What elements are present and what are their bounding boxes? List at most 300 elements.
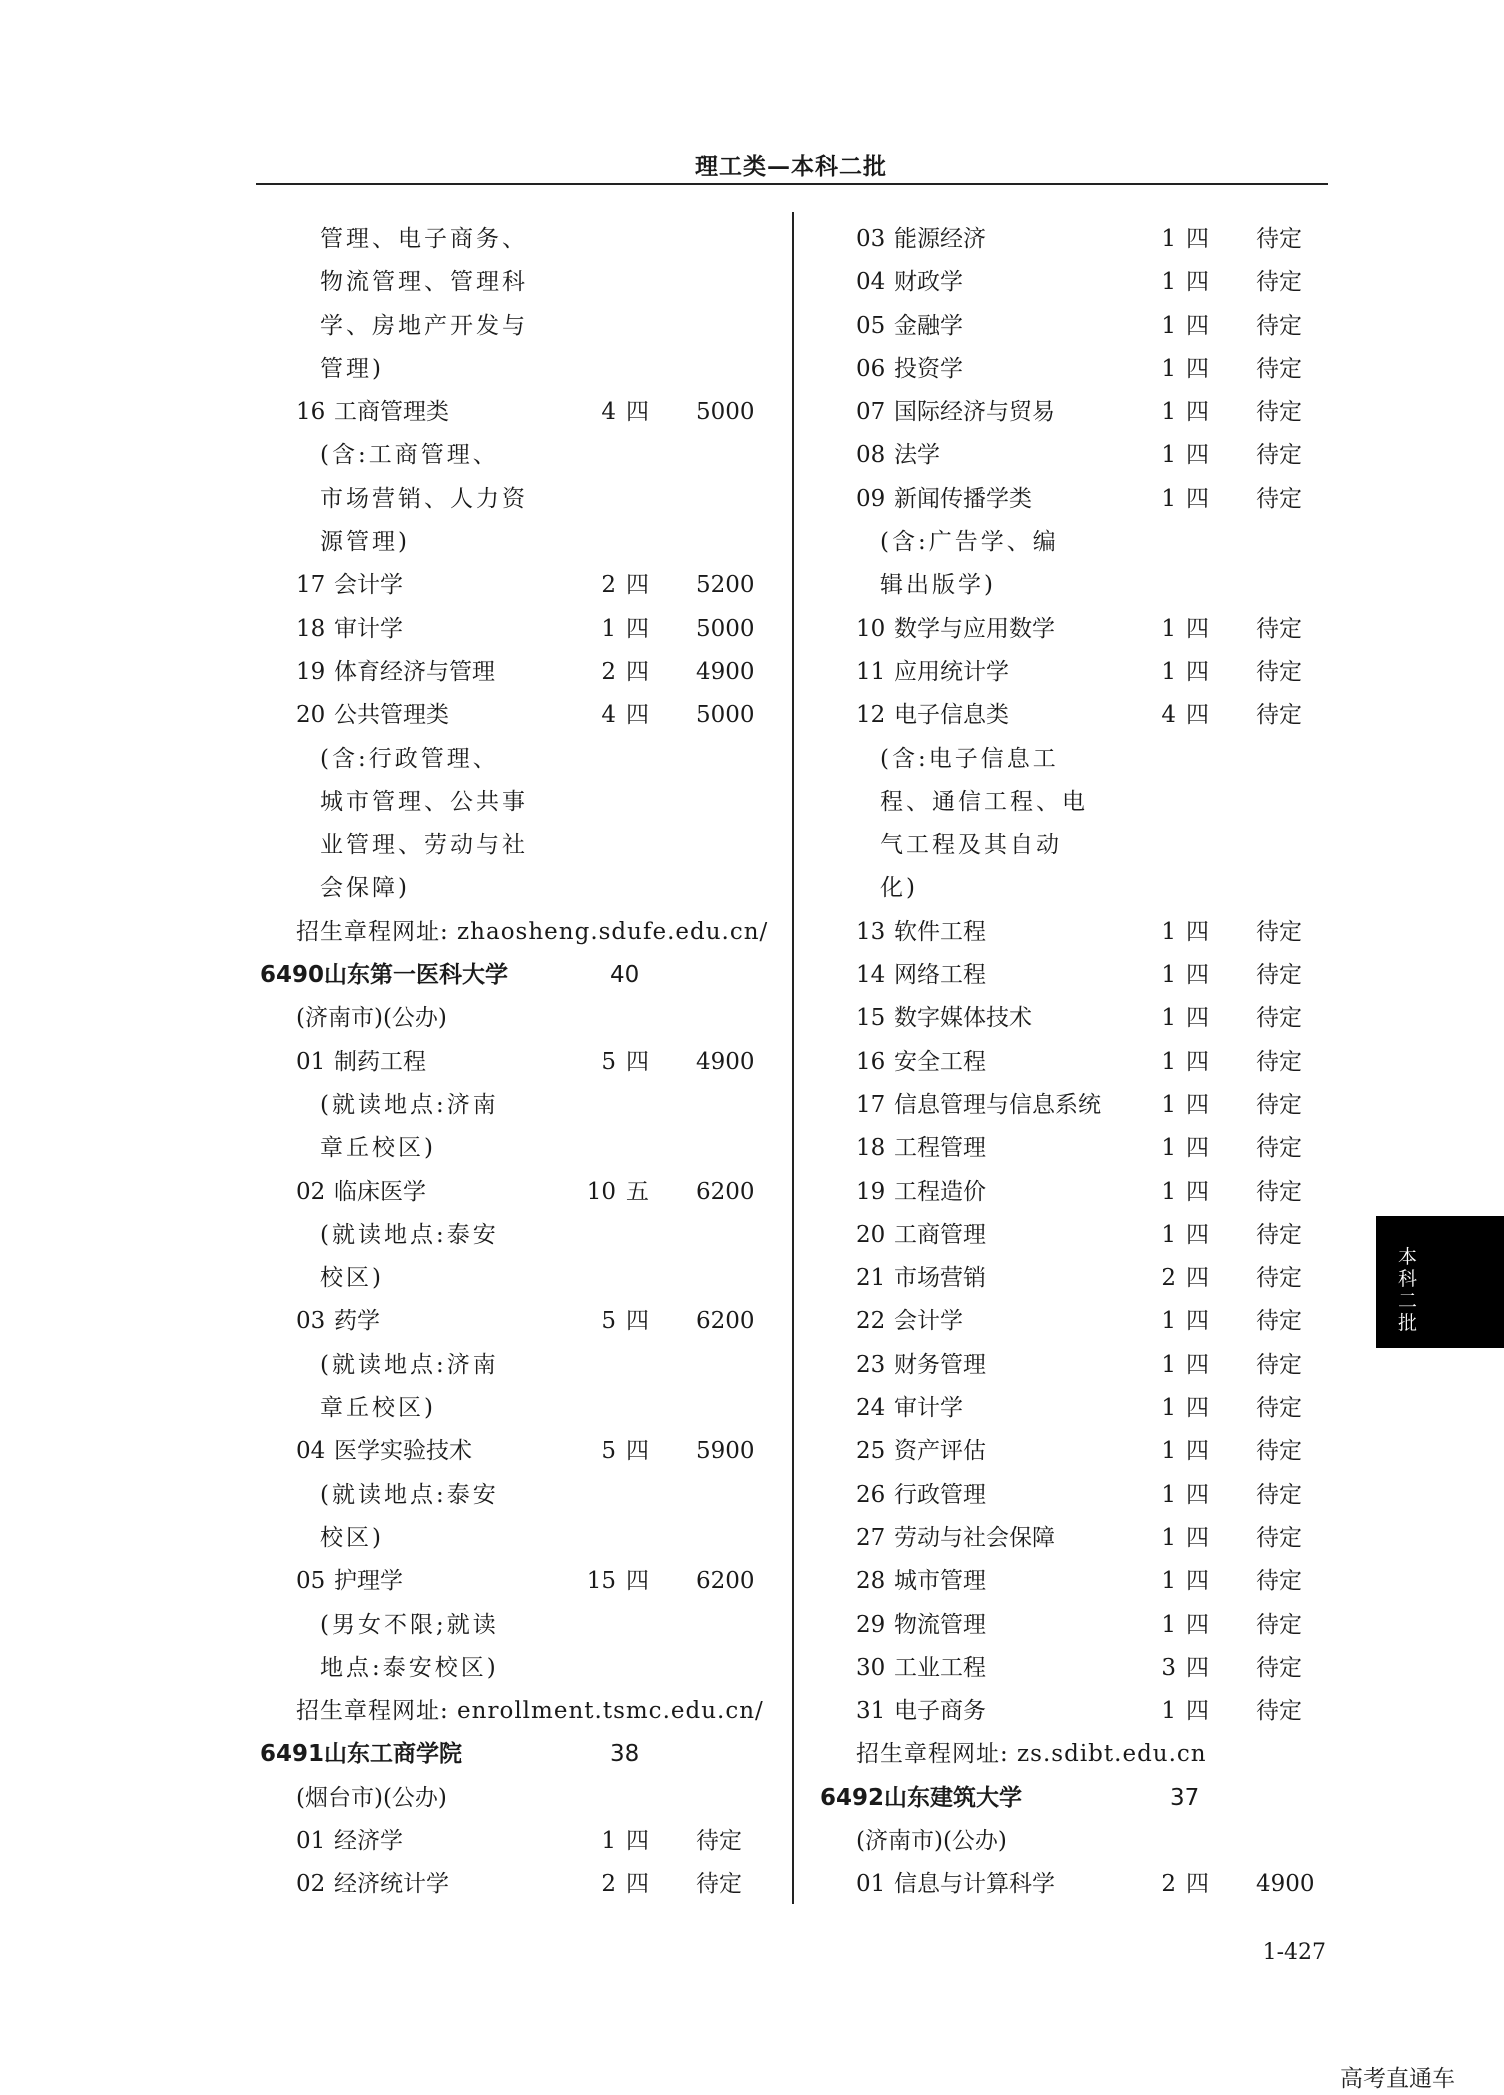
major-count: 1 <box>1161 355 1176 382</box>
note-text: (就读地点:泰安 <box>320 1481 499 1508</box>
major-duration: 四 <box>1186 399 1209 426</box>
major-duration: 四 <box>1186 1308 1209 1335</box>
major-name: 资产评估 <box>894 1438 986 1465</box>
major-code: 25 <box>856 1438 886 1465</box>
major-count: 4 <box>601 399 616 426</box>
major-row <box>816 608 1336 651</box>
note-line <box>816 867 1336 910</box>
major-count: 2 <box>1161 1871 1176 1898</box>
major-fee: 6200 <box>696 1308 755 1335</box>
major-name: 工商管理类 <box>334 399 449 426</box>
major-count: 1 <box>1161 918 1176 945</box>
major-duration: 四 <box>1186 1395 1209 1422</box>
note-line <box>256 1127 776 1170</box>
major-duration: 四 <box>626 399 649 426</box>
major-row <box>816 1474 1336 1517</box>
major-fee: 待定 <box>1256 1481 1302 1508</box>
side-tab-label: 本科二批 <box>1398 1246 1418 1334</box>
major-row <box>816 1214 1336 1257</box>
major-code: 01 <box>296 1048 326 1075</box>
major-count: 5 <box>601 1048 616 1075</box>
major-count: 1 <box>1161 962 1176 989</box>
major-code: 10 <box>856 615 886 642</box>
major-fee: 待定 <box>1256 1611 1302 1638</box>
major-count: 1 <box>1161 1698 1176 1725</box>
note-line <box>816 738 1336 781</box>
major-row <box>256 1430 776 1473</box>
side-tab <box>1376 1216 1504 1348</box>
major-code: 06 <box>856 355 886 382</box>
major-row <box>256 1863 776 1906</box>
right-column <box>816 218 1336 1907</box>
major-count: 1 <box>1161 312 1176 339</box>
major-row <box>816 651 1336 694</box>
major-name: 市场营销 <box>894 1265 986 1292</box>
major-row <box>816 1690 1336 1733</box>
major-code: 20 <box>856 1221 886 1248</box>
institution-plan: 37 <box>1170 1784 1200 1811</box>
major-count: 1 <box>601 615 616 642</box>
major-name: 网络工程 <box>894 962 986 989</box>
major-code: 14 <box>856 962 886 989</box>
major-duration: 四 <box>1186 1481 1209 1508</box>
major-name: 信息与计算科学 <box>894 1871 1055 1898</box>
major-code: 09 <box>856 485 886 512</box>
major-count: 1 <box>1161 485 1176 512</box>
major-fee: 4900 <box>696 1048 755 1075</box>
major-count: 1 <box>1161 615 1176 642</box>
major-duration: 四 <box>626 702 649 729</box>
major-fee: 6200 <box>696 1178 755 1205</box>
note-text: 业管理、劳动与社 <box>320 832 528 859</box>
major-duration: 五 <box>626 1178 649 1205</box>
major-duration: 四 <box>626 1827 649 1854</box>
major-name: 城市管理 <box>894 1568 986 1595</box>
note-text: 章丘校区) <box>320 1395 436 1422</box>
institution-plan: 38 <box>610 1741 640 1768</box>
institution-code: 6492 <box>820 1784 885 1811</box>
charter-url: 招生章程网址: zhaosheng.sdufe.edu.cn/ <box>296 918 769 945</box>
major-row <box>816 1344 1336 1387</box>
charter-url-line <box>816 1733 1336 1776</box>
major-duration: 四 <box>626 1568 649 1595</box>
major-row <box>816 1560 1336 1603</box>
major-name: 会计学 <box>894 1308 963 1335</box>
major-fee: 待定 <box>696 1827 742 1854</box>
major-name: 行政管理 <box>894 1481 986 1508</box>
major-name: 经济学 <box>334 1827 403 1854</box>
note-line <box>256 738 776 781</box>
institution-location: (济南市)(公办) <box>856 1827 1007 1854</box>
major-count: 2 <box>601 572 616 599</box>
note-line <box>256 305 776 348</box>
major-fee: 待定 <box>696 1871 742 1898</box>
major-duration: 四 <box>1186 1438 1209 1465</box>
major-fee: 5900 <box>696 1438 755 1465</box>
major-fee: 待定 <box>1256 615 1302 642</box>
institution-row <box>816 1777 1336 1820</box>
major-count: 3 <box>1161 1654 1176 1681</box>
major-duration: 四 <box>1186 1654 1209 1681</box>
column-divider <box>792 212 794 1904</box>
major-code: 18 <box>296 615 326 642</box>
major-count: 4 <box>601 702 616 729</box>
institution-name: 山东第一医科大学 <box>324 962 508 989</box>
major-fee: 待定 <box>1256 1438 1302 1465</box>
note-text: (就读地点:泰安 <box>320 1221 499 1248</box>
note-text: 程、通信工程、电 <box>880 788 1088 815</box>
major-row <box>816 911 1336 954</box>
major-duration: 四 <box>626 572 649 599</box>
major-code: 23 <box>856 1351 886 1378</box>
major-duration: 四 <box>626 1048 649 1075</box>
major-code: 18 <box>856 1135 886 1162</box>
major-name: 法学 <box>894 442 940 469</box>
major-fee: 待定 <box>1256 1654 1302 1681</box>
major-duration: 四 <box>626 1871 649 1898</box>
major-count: 1 <box>1161 1611 1176 1638</box>
institution-location: (烟台市)(公办) <box>296 1784 447 1811</box>
major-fee: 4900 <box>696 658 755 685</box>
major-count: 1 <box>1161 1395 1176 1422</box>
major-name: 护理学 <box>334 1568 403 1595</box>
major-duration: 四 <box>626 1308 649 1335</box>
major-name: 劳动与社会保障 <box>894 1524 1055 1551</box>
major-duration: 四 <box>1186 1135 1209 1162</box>
note-line <box>256 478 776 521</box>
major-duration: 四 <box>626 615 649 642</box>
major-fee: 待定 <box>1256 1048 1302 1075</box>
major-fee: 待定 <box>1256 312 1302 339</box>
major-duration: 四 <box>1186 1221 1209 1248</box>
major-name: 制药工程 <box>334 1048 426 1075</box>
major-fee: 待定 <box>1256 1221 1302 1248</box>
major-name: 安全工程 <box>894 1048 986 1075</box>
major-duration: 四 <box>1186 1091 1209 1118</box>
note-text: (含:广告学、编 <box>880 529 1059 556</box>
major-duration: 四 <box>1186 1178 1209 1205</box>
major-code: 16 <box>296 399 326 426</box>
major-name: 数字媒体技术 <box>894 1005 1032 1032</box>
note-line <box>816 564 1336 607</box>
major-code: 11 <box>856 658 886 685</box>
major-fee: 待定 <box>1256 1698 1302 1725</box>
institution-name: 山东建筑大学 <box>884 1784 1022 1811</box>
major-count: 1 <box>1161 1091 1176 1118</box>
note-line <box>256 218 776 261</box>
major-row <box>816 1127 1336 1170</box>
major-duration: 四 <box>1186 442 1209 469</box>
major-count: 2 <box>601 658 616 685</box>
major-count: 2 <box>601 1871 616 1898</box>
major-fee: 5000 <box>696 702 755 729</box>
major-code: 02 <box>296 1178 326 1205</box>
major-fee: 待定 <box>1256 442 1302 469</box>
major-fee: 5000 <box>696 615 755 642</box>
major-count: 1 <box>601 1827 616 1854</box>
major-duration: 四 <box>1186 485 1209 512</box>
major-duration: 四 <box>1186 1048 1209 1075</box>
major-duration: 四 <box>1186 1871 1209 1898</box>
institution-location-line <box>256 997 776 1040</box>
major-name: 工业工程 <box>894 1654 986 1681</box>
note-text: 校区) <box>320 1265 384 1292</box>
major-row <box>256 651 776 694</box>
major-name: 会计学 <box>334 572 403 599</box>
left-column <box>256 218 776 1907</box>
note-line <box>256 434 776 477</box>
major-count: 4 <box>1161 702 1176 729</box>
major-duration: 四 <box>1186 355 1209 382</box>
major-fee: 待定 <box>1256 1308 1302 1335</box>
major-code: 16 <box>856 1048 886 1075</box>
major-name: 投资学 <box>894 355 963 382</box>
major-name: 新闻传播学类 <box>894 485 1032 512</box>
major-code: 05 <box>856 312 886 339</box>
major-code: 01 <box>856 1871 886 1898</box>
note-line <box>256 1257 776 1300</box>
major-code: 27 <box>856 1524 886 1551</box>
major-count: 1 <box>1161 1524 1176 1551</box>
major-fee: 待定 <box>1256 702 1302 729</box>
note-text: 地点:泰安校区) <box>320 1654 499 1681</box>
major-row <box>816 261 1336 304</box>
major-name: 临床医学 <box>334 1178 426 1205</box>
major-duration: 四 <box>1186 918 1209 945</box>
major-code: 17 <box>296 572 326 599</box>
institution-row <box>256 954 776 997</box>
note-line <box>816 521 1336 564</box>
major-duration: 四 <box>626 1438 649 1465</box>
major-name: 电子商务 <box>894 1698 986 1725</box>
major-fee: 待定 <box>1256 226 1302 252</box>
major-fee: 待定 <box>1256 1005 1302 1032</box>
major-code: 01 <box>296 1827 326 1854</box>
major-duration: 四 <box>1186 962 1209 989</box>
note-text: 城市管理、公共事 <box>320 788 528 815</box>
note-line <box>256 1604 776 1647</box>
major-name: 经济统计学 <box>334 1871 449 1898</box>
note-line <box>256 348 776 391</box>
note-line <box>256 1344 776 1387</box>
major-fee: 待定 <box>1256 399 1302 426</box>
major-count: 1 <box>1161 658 1176 685</box>
major-code: 02 <box>296 1871 326 1898</box>
note-line <box>256 824 776 867</box>
note-line <box>816 824 1336 867</box>
major-duration: 四 <box>1186 269 1209 296</box>
major-fee: 待定 <box>1256 1568 1302 1595</box>
watermark: 高考直通车 <box>1340 2066 1455 2092</box>
note-line <box>256 867 776 910</box>
major-fee: 待定 <box>1256 355 1302 382</box>
major-row <box>816 434 1336 477</box>
major-row <box>816 1171 1336 1214</box>
major-row <box>816 1517 1336 1560</box>
major-fee: 待定 <box>1256 962 1302 989</box>
major-fee: 待定 <box>1256 658 1302 685</box>
major-code: 22 <box>856 1308 886 1335</box>
major-duration: 四 <box>1186 226 1209 252</box>
major-count: 5 <box>601 1438 616 1465</box>
major-code: 15 <box>856 1005 886 1032</box>
major-count: 2 <box>1161 1265 1176 1292</box>
major-duration: 四 <box>1186 312 1209 339</box>
note-text: 源管理) <box>320 529 410 556</box>
major-fee: 待定 <box>1256 1135 1302 1162</box>
note-text: 气工程及其自动 <box>880 832 1062 859</box>
header-rule <box>256 183 1328 185</box>
major-name: 数学与应用数学 <box>894 615 1055 642</box>
note-text: (男女不限;就读 <box>320 1611 499 1638</box>
major-code: 30 <box>856 1654 886 1681</box>
major-name: 工程造价 <box>894 1178 986 1205</box>
major-duration: 四 <box>1186 702 1209 729</box>
major-fee: 待定 <box>1256 269 1302 296</box>
note-line <box>256 1474 776 1517</box>
note-text: (含:工商管理、 <box>320 442 499 469</box>
note-text: 校区) <box>320 1524 384 1551</box>
major-row <box>256 564 776 607</box>
note-text: 物流管理、管理科 <box>320 269 528 296</box>
note-text: 学、房地产开发与 <box>320 312 528 339</box>
institution-code: 6490 <box>260 962 325 989</box>
note-line <box>256 781 776 824</box>
major-row <box>256 1171 776 1214</box>
major-code: 08 <box>856 442 886 469</box>
note-text: (含:电子信息工 <box>880 745 1059 772</box>
major-fee: 4900 <box>1256 1871 1315 1898</box>
major-duration: 四 <box>1186 1524 1209 1551</box>
major-fee: 待定 <box>1256 1265 1302 1292</box>
major-row <box>816 305 1336 348</box>
major-row <box>816 954 1336 997</box>
major-code: 05 <box>296 1568 326 1595</box>
institution-location: (济南市)(公办) <box>296 1005 447 1032</box>
major-row <box>816 1084 1336 1127</box>
major-fee: 待定 <box>1256 1351 1302 1378</box>
major-count: 1 <box>1161 1005 1176 1032</box>
note-text: 辑出版学) <box>880 572 996 599</box>
major-code: 26 <box>856 1481 886 1508</box>
major-count: 1 <box>1161 1481 1176 1508</box>
major-count: 1 <box>1161 1351 1176 1378</box>
major-row <box>816 1041 1336 1084</box>
major-row <box>816 478 1336 521</box>
note-line <box>256 521 776 564</box>
major-fee: 待定 <box>1256 1524 1302 1551</box>
major-code: 07 <box>856 399 886 426</box>
major-row <box>816 348 1336 391</box>
major-row <box>816 1257 1336 1300</box>
major-code: 20 <box>296 702 326 729</box>
note-line <box>256 1647 776 1690</box>
major-fee: 待定 <box>1256 1178 1302 1205</box>
major-duration: 四 <box>1186 1611 1209 1638</box>
major-count: 1 <box>1161 269 1176 296</box>
major-count: 1 <box>1161 226 1176 252</box>
major-code: 13 <box>856 918 886 945</box>
charter-url: 招生章程网址: zs.sdibt.edu.cn <box>856 1741 1207 1768</box>
major-row <box>256 694 776 737</box>
major-row <box>816 1863 1336 1906</box>
major-code: 19 <box>296 658 326 685</box>
major-fee: 待定 <box>1256 918 1302 945</box>
major-name: 医学实验技术 <box>334 1438 472 1465</box>
major-name: 软件工程 <box>894 918 986 945</box>
major-code: 19 <box>856 1178 886 1205</box>
major-name: 体育经济与管理 <box>334 658 495 685</box>
institution-location-line <box>816 1820 1336 1863</box>
major-fee: 待定 <box>1256 1091 1302 1118</box>
institution-name: 山东工商学院 <box>324 1741 462 1768</box>
major-duration: 四 <box>626 658 649 685</box>
major-name: 国际经济与贸易 <box>894 399 1055 426</box>
major-name: 审计学 <box>894 1395 963 1422</box>
major-code: 17 <box>856 1091 886 1118</box>
major-code: 31 <box>856 1698 886 1725</box>
major-code: 04 <box>856 269 886 296</box>
major-count: 1 <box>1161 1568 1176 1595</box>
major-code: 29 <box>856 1611 886 1638</box>
note-line <box>256 1214 776 1257</box>
major-count: 5 <box>601 1308 616 1335</box>
major-name: 信息管理与信息系统 <box>894 1091 1101 1118</box>
major-row <box>256 391 776 434</box>
major-name: 财务管理 <box>894 1351 986 1378</box>
major-count: 1 <box>1161 1308 1176 1335</box>
major-fee: 待定 <box>1256 1395 1302 1422</box>
institution-code: 6491 <box>260 1741 325 1768</box>
charter-url-line <box>256 1690 776 1733</box>
major-row <box>816 1604 1336 1647</box>
major-code: 28 <box>856 1568 886 1595</box>
major-row <box>816 1430 1336 1473</box>
major-name: 公共管理类 <box>334 702 449 729</box>
note-line <box>256 1084 776 1127</box>
major-count: 1 <box>1161 1438 1176 1465</box>
major-name: 审计学 <box>334 615 403 642</box>
major-row <box>256 608 776 651</box>
major-count: 1 <box>1161 1048 1176 1075</box>
major-row <box>816 1647 1336 1690</box>
major-name: 药学 <box>334 1308 380 1335</box>
note-text: (就读地点:济南 <box>320 1091 499 1118</box>
note-text: 化) <box>880 875 918 902</box>
major-name: 电子信息类 <box>894 702 1009 729</box>
major-code: 04 <box>296 1438 326 1465</box>
major-duration: 四 <box>1186 658 1209 685</box>
major-fee: 5200 <box>696 572 755 599</box>
major-code: 21 <box>856 1265 886 1292</box>
note-text: 管理、电子商务、 <box>320 226 528 252</box>
page-number: 1-427 <box>1262 1940 1326 1965</box>
institution-location-line <box>256 1777 776 1820</box>
major-code: 03 <box>296 1308 326 1335</box>
major-code: 24 <box>856 1395 886 1422</box>
major-count: 1 <box>1161 1221 1176 1248</box>
major-row <box>816 1300 1336 1343</box>
major-name: 能源经济 <box>894 226 986 252</box>
major-duration: 四 <box>1186 1568 1209 1595</box>
institution-plan: 40 <box>610 962 640 989</box>
major-name: 工商管理 <box>894 1221 986 1248</box>
major-name: 财政学 <box>894 269 963 296</box>
major-count: 1 <box>1161 1178 1176 1205</box>
major-row <box>256 1560 776 1603</box>
major-count: 1 <box>1161 1135 1176 1162</box>
institution-row <box>256 1733 776 1776</box>
